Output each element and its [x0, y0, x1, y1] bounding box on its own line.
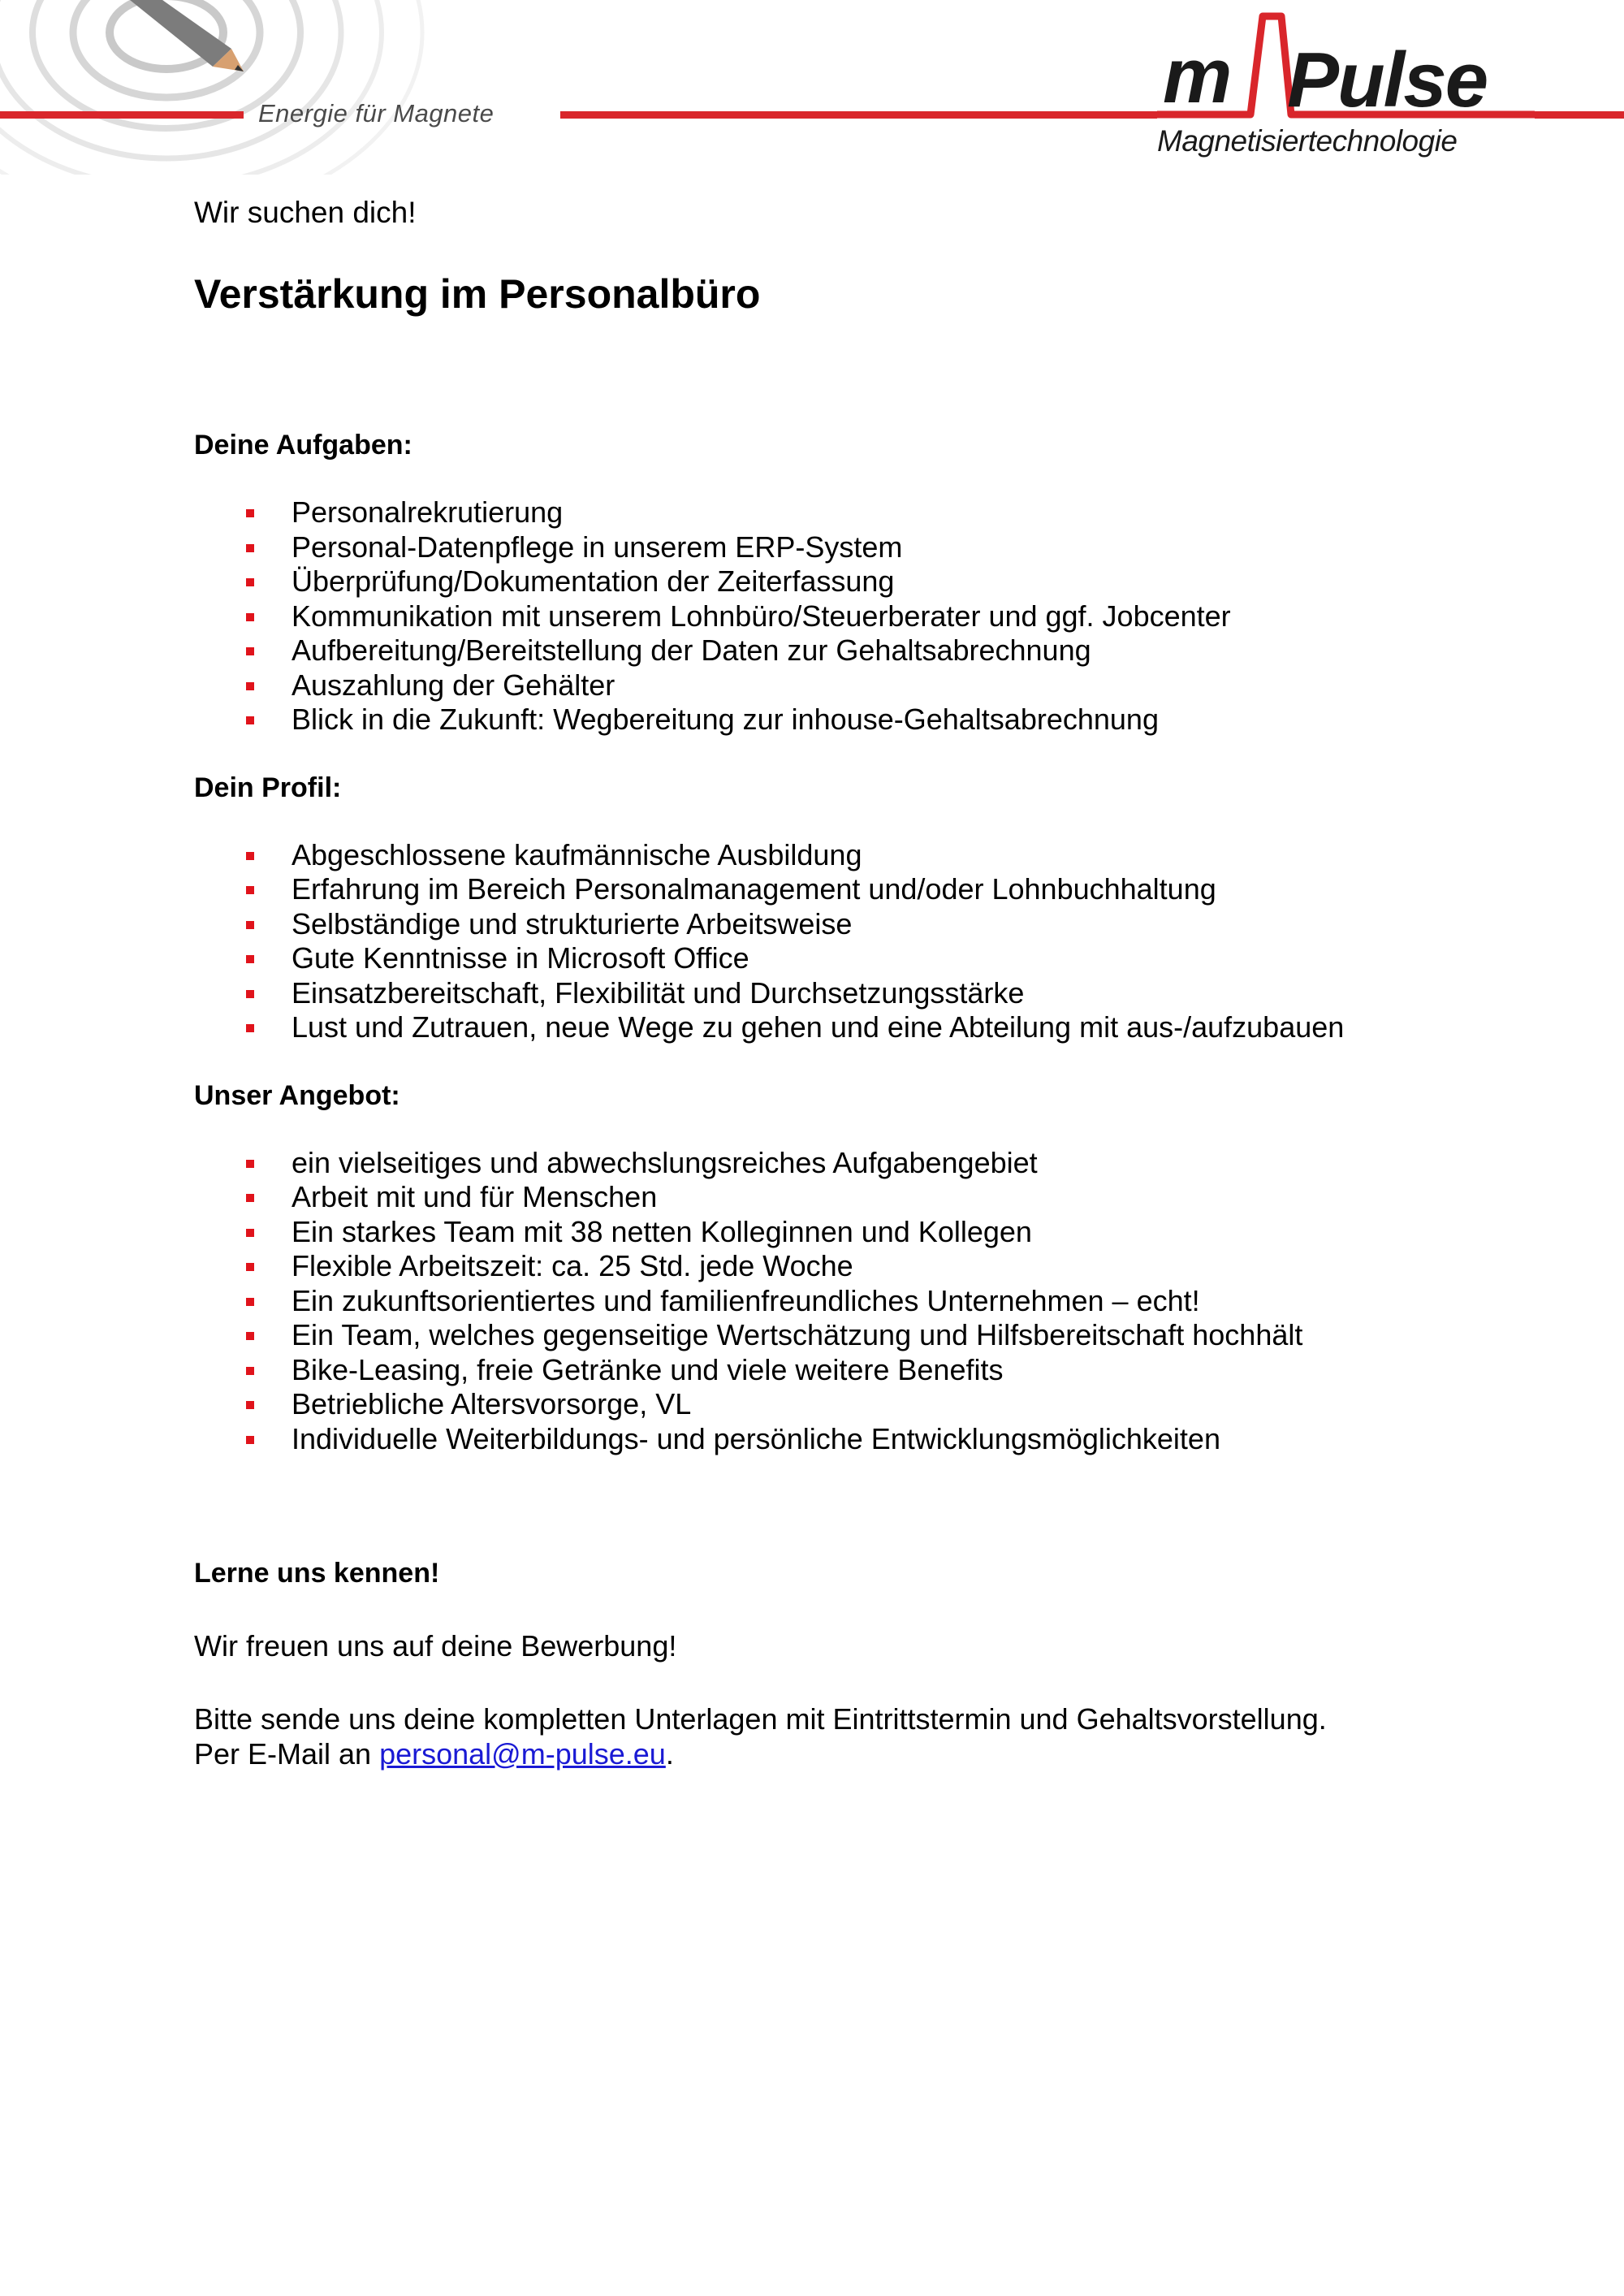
list-item: Selbständige und strukturierte Arbeitsweise [246, 907, 1461, 942]
list-item: Auszahlung der Gehälter [246, 668, 1461, 703]
bullet-square-icon [246, 886, 254, 894]
section-closing [194, 1554, 1461, 1771]
bullet-square-icon [246, 1401, 254, 1409]
bullet-square-icon [246, 852, 254, 860]
bullet-square-icon [246, 716, 254, 724]
bullet-square-icon [246, 990, 254, 998]
logo-wordmark: Pulse [1287, 37, 1488, 123]
profile-list [194, 838, 1461, 1045]
list-item: Ein zukunftsorientiertes und familienfreundliches Unternehmen – echt! [246, 1284, 1461, 1319]
company-logo [1153, 37, 1527, 158]
page-title: Verstärkung im Personalbüro [194, 271, 761, 317]
bullet-square-icon [246, 1298, 254, 1306]
bullet-square-icon [246, 1436, 254, 1444]
list-item: Individuelle Weiterbildungs- und persönliche Entwicklungsmöglichkeiten [246, 1422, 1461, 1457]
header-red-line-end [1535, 111, 1624, 119]
list-item: Kommunikation mit unserem Lohnbüro/Steuerberater und ggf. Jobcenter [246, 599, 1461, 634]
bullet-square-icon [246, 1229, 254, 1237]
letterhead [0, 0, 1624, 175]
bullet-square-icon [246, 1263, 254, 1271]
bullet-square-icon [246, 544, 254, 552]
bullet-square-icon [246, 1332, 254, 1340]
list-item: Gute Kenntnisse in Microsoft Office [246, 941, 1461, 976]
section-heading: Dein Profil: [194, 772, 342, 803]
logo-subtitle: Magnetisiertechnologie [1157, 124, 1458, 158]
email-suffix: . [665, 1737, 674, 1771]
application-instructions [194, 1701, 1461, 1771]
bullet-square-icon [246, 921, 254, 929]
list-item: Einsatzbereitschaft, Flexibilität und Durchsetzungsstärke [246, 976, 1461, 1011]
email-line [194, 1736, 1461, 1771]
list-item: Flexible Arbeitszeit: ca. 25 Std. jede Woche [246, 1249, 1461, 1284]
list-item: Ein starkes Team mit 38 netten Kolleginnen und Kollegen [246, 1215, 1461, 1250]
list-item: Personal-Datenpflege in unserem ERP-System [246, 530, 1461, 565]
section-profile [194, 768, 1461, 1045]
list-item: Aufbereitung/Bereitstellung der Daten zur Gehaltsabrechnung [246, 633, 1461, 668]
bullet-square-icon [246, 509, 254, 517]
list-item: Blick in die Zukunft: Wegbereitung zur inhouse-Gehaltsabrechnung [246, 703, 1461, 737]
bullet-square-icon [246, 613, 254, 621]
list-item: Personalrekrutierung [246, 495, 1461, 530]
task-list [194, 495, 1461, 737]
header-red-line-right [560, 111, 1157, 119]
list-item: Abgeschlossene kaufmännische Ausbildung [246, 838, 1461, 873]
email-prefix: Per E-Mail an [194, 1737, 380, 1771]
bullet-square-icon [246, 1194, 254, 1202]
section-tasks [194, 426, 1461, 737]
section-offer [194, 1076, 1461, 1457]
header-red-line-left [0, 111, 244, 119]
list-item: Erfahrung im Bereich Personalmanagement und/oder Lohnbuchhaltung [246, 872, 1461, 907]
closing-line: Wir freuen uns auf deine Bewerbung! [194, 1629, 677, 1663]
tagline: Energie für Magnete [258, 99, 495, 128]
list-item: Betriebliche Altersvorsorge, VL [246, 1387, 1461, 1422]
bullet-square-icon [246, 1024, 254, 1032]
intro-text: Wir suchen dich! [194, 196, 417, 229]
list-item: Ein Team, welches gegenseitige Wertschätzung und Hilfsbereitschaft hochhält [246, 1318, 1461, 1353]
section-heading: Deine Aufgaben: [194, 430, 412, 460]
email-link[interactable]: personal@m-pulse.eu [379, 1737, 666, 1771]
list-item: Bike-Leasing, freie Getränke und viele weitere Benefits [246, 1353, 1461, 1388]
bullet-square-icon [246, 955, 254, 963]
bullet-square-icon [246, 647, 254, 655]
list-item: Lust und Zutrauen, neue Wege zu gehen und eine Abteilung mit aus-/aufzubauen [246, 1010, 1461, 1045]
offer-list [194, 1146, 1461, 1457]
list-item: Überprüfung/Dokumentation der Zeiterfassung [246, 564, 1461, 599]
bullet-square-icon [246, 682, 254, 690]
bullet-square-icon [246, 1160, 254, 1168]
bullet-square-icon [246, 578, 254, 586]
instructions-line: Bitte sende uns deine kompletten Unterlagen mit Eintrittstermin und Gehaltsvorstellung. [194, 1702, 1327, 1736]
magnet-rings-graphic [0, 0, 422, 175]
bullet-square-icon [246, 1367, 254, 1375]
closing-heading: Lerne uns kennen! [194, 1558, 440, 1589]
job-posting [194, 192, 1461, 1771]
list-item: Arbeit mit und für Menschen [246, 1180, 1461, 1215]
section-heading: Unser Angebot: [194, 1079, 400, 1111]
logo-letter: m [1163, 32, 1233, 119]
list-item: ein vielseitiges und abwechslungsreiches Aufgabengebiet [246, 1146, 1461, 1181]
